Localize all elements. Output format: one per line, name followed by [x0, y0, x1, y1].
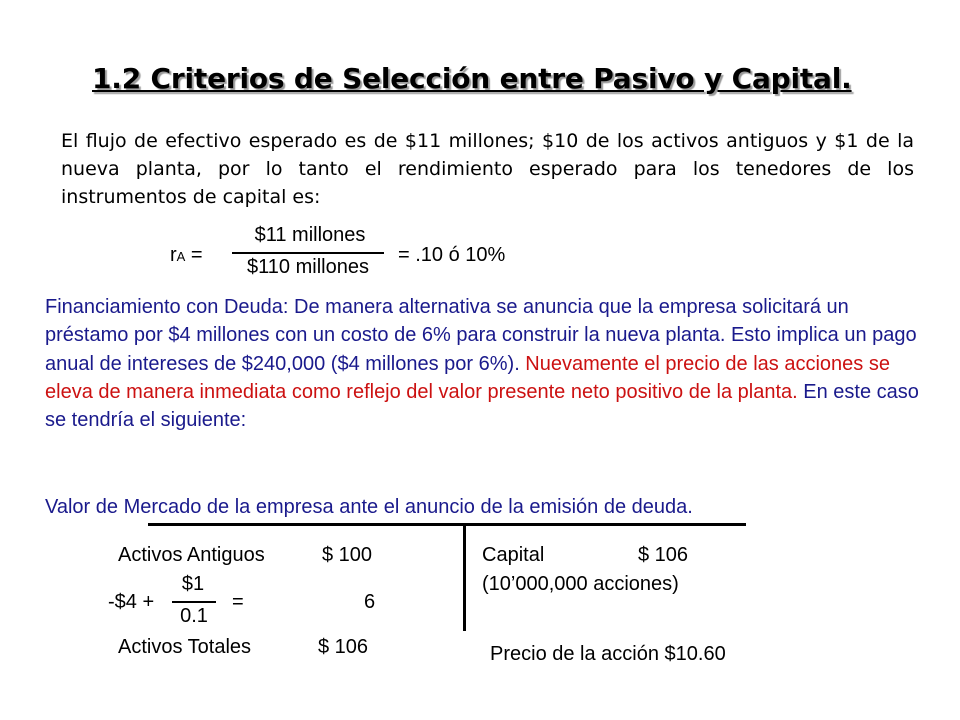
debt-text-blue-2: En este caso se tendría el siguiente:	[45, 380, 919, 432]
intro-paragraph: El flujo de efectivo esperado es de $11 millones; $10 de los activos antiguos y $1 de la nueva planta, por lo tanto el rendimiento esperado para los tenedores de los instrumentos de capital es:	[61, 130, 914, 208]
total-assets-value: $ 106	[318, 636, 369, 658]
formula-fraction-line	[232, 252, 384, 254]
calc-equals: =	[232, 591, 244, 613]
share-price: Precio de la acción $10.60	[490, 643, 726, 665]
page-title: 1.2 Criterios de Selección entre Pasivo y Capital.	[92, 62, 852, 95]
formula-lhs	[170, 244, 203, 267]
formula-subscript: A	[176, 249, 186, 264]
market-value-subtitle: Valor de Mercado de la empresa ante el anuncio de la emisión de deuda.	[45, 496, 693, 518]
balance-divider-line	[463, 523, 466, 631]
debt-text-blue-1: Financiamiento con Deuda: De manera alternativa se anuncia que la empresa solicitará un préstamo por $4 millones con un costo de 6% para construir la nueva planta. Esto implica un pago anual de intereses de $240,000 ($4 millones por 6%).	[45, 296, 917, 375]
formula-numerator: $11 millones	[254, 224, 366, 246]
calc-prefix: -$4 +	[108, 591, 155, 613]
capital-label: Capital	[482, 544, 545, 566]
old-assets-value: $ 100	[322, 544, 373, 566]
calc-value: 6	[364, 591, 376, 613]
formula-r: r	[170, 244, 177, 266]
balance-top-line	[148, 523, 746, 526]
formula-denominator: $110 millones	[247, 256, 369, 278]
shares-count: (10’000,000 acciones)	[482, 573, 679, 595]
formula-equals: =	[190, 244, 203, 266]
capital-value: $ 106	[638, 544, 689, 566]
calc-numerator: $1	[181, 573, 205, 595]
debt-text-red: Nuevamente el precio de las acciones se eleva de manera inmediata como reflejo del valor presente neto positivo de la planta.	[45, 352, 890, 403]
total-assets-label: Activos Totales	[118, 636, 252, 658]
old-assets-label: Activos Antiguos	[118, 544, 265, 566]
calc-denominator: 0.1	[180, 605, 208, 627]
formula-result: = .10 ó 10%	[398, 244, 506, 266]
debt-financing-paragraph	[45, 293, 925, 434]
calc-fraction-line	[172, 601, 216, 603]
